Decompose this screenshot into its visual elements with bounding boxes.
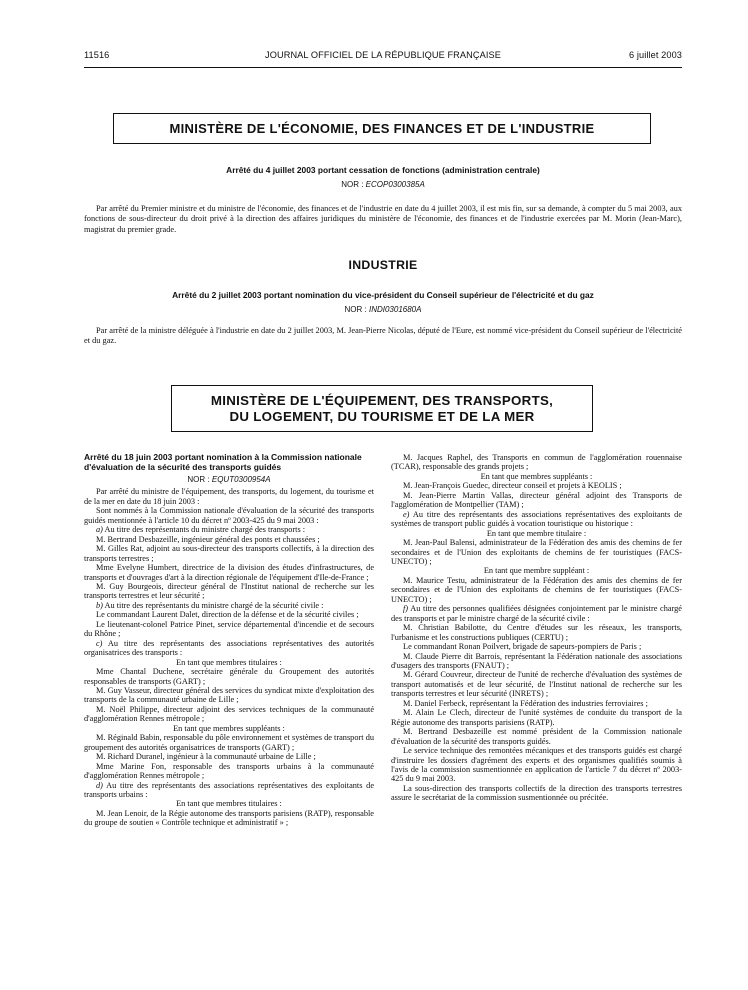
page-number: 11516: [84, 50, 110, 60]
arrete-cnesg-title: Arrêté du 18 juin 2003 portant nomination à la Commission nationale d'évaluation de la sécurité des transports guidés: [84, 452, 362, 472]
left-column: [84, 453, 374, 828]
membership-heading: En tant que membre suppléant :: [483, 566, 590, 576]
ministry-economie-box: [113, 113, 651, 144]
section-industrie-title: INDUSTRIE: [348, 258, 418, 272]
category-paragraph: [391, 604, 682, 623]
arrete-nomination-csleg-nor: NOR : INDI0301680A: [344, 305, 422, 314]
body-paragraph: M. Guy Vasseur, directeur général des services du syndicat mixte d'exploitation des transports de la communauté urbaine de Lille ;: [84, 685, 374, 705]
arrete-cessation-title: Arrêté du 4 juillet 2003 portant cessation de fonctions (administration centrale): [226, 165, 540, 175]
body-paragraph: M. Jean-Pierre Martin Vallas, directeur général adjoint des Transports de l'agglomération de Montpellier (TAM) ;: [391, 490, 682, 510]
body-paragraph: Le lieutenant-colonel Patrice Pinet, service départemental d'incendie et de secours du Rhône ;: [84, 619, 374, 639]
ministry-equipement-box: [171, 385, 593, 432]
membership-heading: En tant que membres titulaires :: [176, 799, 282, 809]
body-paragraph: M. Gérard Couvreur, directeur de l'unité de recherche d'évaluation des systèmes de transport automatisés et de leur sécurité, de l'Institut national de recherche sur les transports terrestres et leur sécurité (INRETS) ;: [391, 670, 682, 699]
nor-code: EQUT0300954A: [211, 475, 271, 484]
body-paragraph: M. Daniel Ferbeck, représentant la Fédération des industries ferroviaires ;: [403, 698, 648, 708]
category-letter: a): [96, 525, 103, 535]
body-paragraph: Mme Chantal Duchene, secrétaire générale du Groupement des autorités responsables de transports (GART) ;: [84, 667, 374, 686]
body-paragraph: Mme Evelyne Humbert, directrice de la division des études d'infrastructures, de transports et d'ouvrages d'art à la direction régionale de l'équipement d'Ile-de-France ;: [84, 563, 374, 582]
ministry-equipement-line1: MINISTÈRE DE L'ÉQUIPEMENT, DES TRANSPORTS,: [210, 393, 554, 408]
body-paragraph: Le commandant Ronan Poilvert, brigade de sapeurs-pompiers de Paris ;: [403, 642, 642, 652]
body-paragraph: M. Gilles Rat, adjoint au sous-directeur des transports collectifs, à la direction des transports terrestres ;: [84, 544, 374, 563]
body-paragraph: M. Réginald Babin, responsable du pôle environnement et systèmes de transport du groupement des autorités organisatrices de transports (GART) ;: [84, 733, 374, 752]
body-paragraph: M. Bertrand Desbazeille est nommé président de la Commission nationale d'évaluation de la sécurité des transports guidés.: [391, 727, 682, 746]
header-rule: [84, 67, 682, 68]
category-letter: c): [96, 638, 103, 648]
body-paragraph: M. Jacques Raphel, des Transports en commun de l'agglomération rouennaise (TCAR), responsable des grands projets ;: [391, 453, 682, 472]
nor-code: INDI0301680A: [368, 305, 422, 314]
body-paragraph: La sous-direction des transports collectifs de la direction des transports terrestres assure le secrétariat de la commission susmentionnée ou précitée.: [391, 783, 682, 803]
journal-title: JOURNAL OFFICIEL DE LA RÉPUBLIQUE FRANÇAISE: [265, 50, 501, 60]
category-text: Au titre des personnes qualifiées désignées conjointement par le ministre chargé des transports et par le ministre chargé de la sécurité civile :: [391, 604, 682, 623]
ministry-equipement-line2: DU LOGEMENT, DU TOURISME ET DE LA MER: [229, 409, 535, 424]
body-paragraph: M. Richard Duranel, ingénieur à la communauté urbaine de Lille ;: [96, 752, 316, 762]
left-column-body: [84, 487, 374, 827]
issue-date: 6 juillet 2003: [629, 50, 682, 60]
body-paragraph: Le service technique des remontées mécaniques et des transports guidés est chargé d'instruire les dossiers d'agrément des experts et des organismes qualifiés soumis à l'avis de la commission susmentionnée en application de l'article 7 du décret nº 2003-425 du 9 mai 2003.: [391, 746, 682, 784]
body-paragraph: Le commandant Laurent Dalet, direction de la défense et de la sécurité civiles ;: [96, 610, 359, 620]
body-paragraph: M. Alain Le Clech, directeur de l'unité systèmes de conduite du transport de la Régie autonome des transports parisiens (RATP).: [391, 708, 682, 727]
category-paragraph: [391, 510, 682, 529]
arrete-cessation-body: Par arrêté du Premier ministre et du ministre de l'économie, des finances et de l'industrie en date du 4 juillet 2003, il est mis fin, sur sa demande, à compter du 5 mai 2003, aux fonctions de sous-directeur du droit privé à la direction des affaires juridiques du ministère de l'économie, des finances et de l'industrie exercées par M. Morin (Jean-Marc), magistrat du premier grade.: [84, 204, 682, 234]
category-paragraph: [84, 639, 374, 658]
body-paragraph: Mme Marine Fon, responsable des transports urbains à la communauté d'agglomération Rennes métropole ;: [84, 761, 374, 781]
membership-heading: En tant que membres suppléants :: [480, 471, 593, 481]
category-text: Au titre des représentants des associations représentatives des exploitants de systèmes de transport public guidés à vocation touristique ou historique :: [391, 509, 682, 529]
ministry-economie-title: MINISTÈRE DE L'ÉCONOMIE, DES FINANCES ET DE L'INDUSTRIE: [169, 121, 595, 136]
body-paragraph: M. Maurice Testu, administrateur de la Fédération des amis des chemins de fer secondaires et de l'Union des exploitants de chemins de fer touristiques (FACS-UNECTO) ;: [391, 575, 682, 604]
membership-heading: En tant que membre titulaire :: [486, 528, 587, 538]
category-letter: e): [403, 509, 410, 519]
category-text: Au titre des représentants du ministre chargé des transports :: [102, 525, 306, 535]
arrete-cnesg-nor: NOR : EQUT0300954A: [187, 475, 271, 484]
body-paragraph: Par arrêté du ministre de l'équipement, des transports, du logement, du tourisme et de la mer en date du 18 juin 2003 :: [84, 487, 374, 506]
body-paragraph: M. Bertrand Desbazeille, ingénieur général des ponts et chaussées ;: [96, 534, 320, 544]
arrete-cessation-nor: NOR : ECOP0300385A: [341, 180, 425, 189]
body-paragraph: M. Jean Lenoir, de la Régie autonome des transports parisiens (RATP), responsable du groupe de soutien « Contrôle technique et administratif » ;: [84, 808, 374, 828]
category-paragraph: [84, 781, 374, 800]
category-text: Au titre des représentants des associations représentatives des autorités organisatrices des transports :: [84, 638, 374, 658]
body-paragraph: Sont nommés à la Commission nationale d'évaluation de la sécurité des transports guidés mentionnée à l'article 10 du décret nº 2003-425 du 9 mai 2003 :: [84, 506, 374, 525]
body-paragraph: M. Guy Bourgeois, directeur général de l'Institut national de recherche sur les transports terrestres et leur sécurité ;: [84, 581, 374, 601]
body-paragraph: M. Jean-François Guedec, directeur conseil et projets à KEOLIS ;: [403, 481, 622, 491]
category-text: Au titre des représentants du ministre chargé de la sécurité civile :: [102, 600, 324, 610]
right-column: [391, 453, 682, 803]
body-paragraph: M. Jean-Paul Balensi, administrateur de la Fédération des amis des chemins de fer secondaires et de l'Union des exploitants de chemins de fer touristiques (FACS-UNECTO) ;: [391, 538, 682, 566]
membership-heading: En tant que membres suppléants :: [173, 723, 285, 733]
category-paragraph: [84, 525, 374, 534]
body-paragraph: M. Christian Babilotte, du Centre d'études sur les réseaux, les transports, l'urbanisme et les constructions publiques (CERTU) ;: [391, 623, 682, 642]
arrete-nomination-csleg-body: Par arrêté de la ministre déléguée à l'industrie en date du 2 juillet 2003, M. Jean-Pierre Nicolas, député de l'Eure, est nommé vice-président du Conseil supérieur de l'électricité et du gaz.: [84, 326, 682, 346]
category-paragraph: [84, 601, 374, 610]
category-letter: f): [403, 604, 409, 614]
nor-code: ECOP0300385A: [365, 180, 425, 189]
body-paragraph: M. Claude Pierre dit Barrois, représentant la Fédération nationale des associations d'usagers des transports (FNAUT) ;: [391, 651, 682, 670]
category-letter: b): [96, 600, 103, 610]
body-paragraph: M. Noël Philippe, directeur adjoint des services techniques de la communauté d'agglomération Rennes métropole ;: [84, 704, 374, 724]
category-text: Au titre des représentants des associations représentatives des exploitants de transports urbains :: [84, 780, 374, 799]
membership-heading: En tant que membres titulaires :: [176, 657, 282, 667]
right-column-body: [391, 453, 682, 803]
category-letter: d): [96, 780, 103, 790]
arrete-nomination-csleg-title: Arrêté du 2 juillet 2003 portant nomination du vice-président du Conseil supérieur de l'électricité et du gaz: [172, 290, 594, 300]
